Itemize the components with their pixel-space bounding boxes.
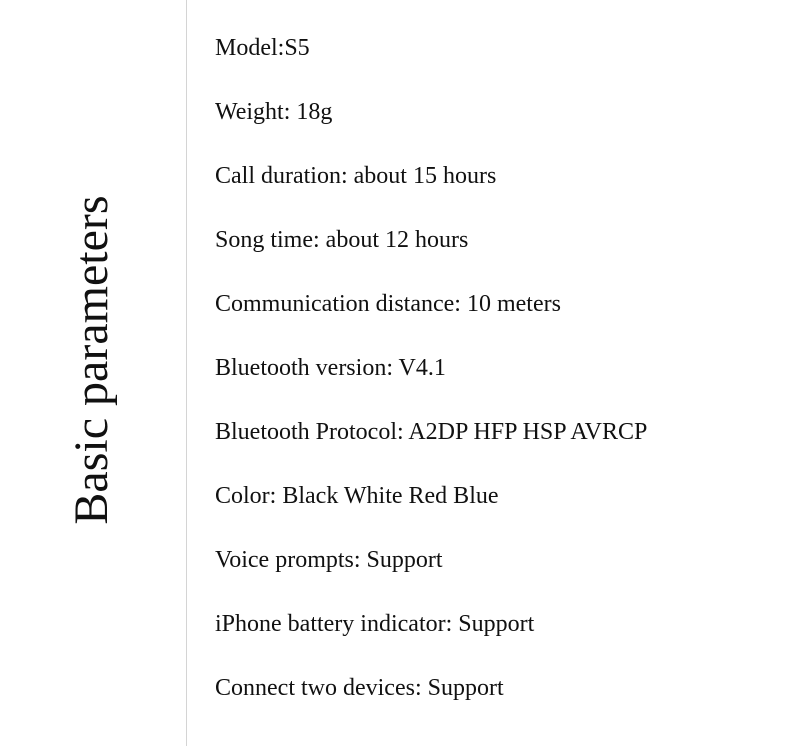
section-title: Basic parameters: [65, 195, 118, 525]
section-title-area: [0, 0, 186, 746]
parameter-bluetooth-protocol: Bluetooth Protocol: A2DP HFP HSP AVRCP: [215, 419, 648, 445]
vertical-divider: [186, 0, 187, 746]
parameter-voice-prompts: Voice prompts: Support: [215, 547, 443, 573]
parameter-call-duration: Call duration: about 15 hours: [215, 163, 497, 189]
parameter-bluetooth-version: Bluetooth version: V4.1: [215, 355, 446, 381]
parameter-color: Color: Black White Red Blue: [215, 483, 499, 509]
parameter-song-time: Song time: about 12 hours: [215, 227, 469, 253]
parameter-weight: Weight: 18g: [215, 99, 333, 125]
parameter-model: Model:S5: [215, 35, 310, 61]
parameter-list: [215, 33, 647, 737]
parameter-iphone-battery-indicator: iPhone battery indicator: Support: [215, 611, 535, 637]
parameter-connect-two-devices: Connect two devices: Support: [215, 675, 504, 701]
parameter-communication-distance: Communication distance: 10 meters: [215, 291, 561, 317]
